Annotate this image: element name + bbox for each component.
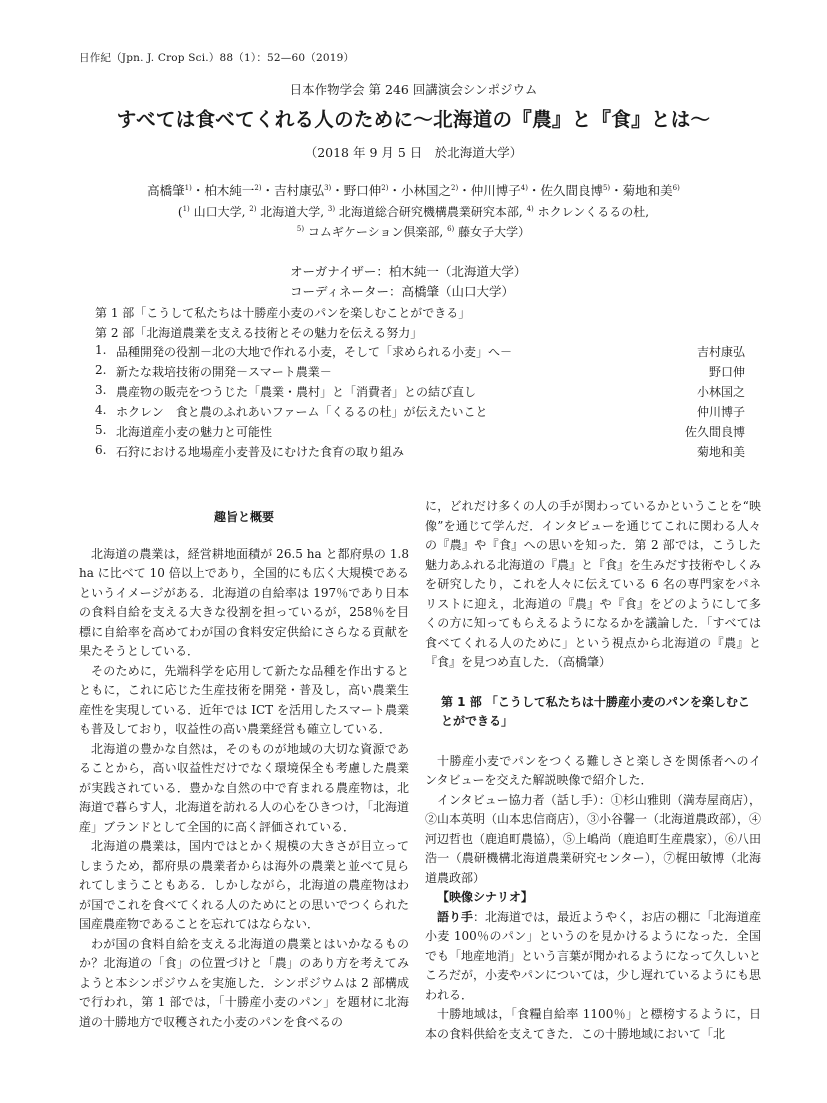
right-column <box>425 497 761 1044</box>
paper-title: すべては食べてくれる人のために〜北海道の『農』と『食』とは〜 <box>116 108 711 131</box>
body-paragraph: 北海道の豊かな自然は，そのものが地域の大切な資源であることから，高い収益性だけでなく環境保全も考慮した農業が実践されている．豊かな自然の中で育まれる農産物は，北海道で暮らす人，北海道を訪れる人の心をひきつけ，「北海道産」ブランドとして全国的に高く評価されている． <box>79 741 409 834</box>
talk-title: 北海道産小麦の魅力と可能性 <box>116 425 273 439</box>
body-paragraph: 十勝産小麦でパンをつくる難しさと楽しさを関係者へのインタビューを交えた解説映像で紹介した． <box>425 753 761 787</box>
affiliation: $^{5)}$ コムギケーション倶楽部, <box>296 225 444 239</box>
talk-number: 5. <box>95 423 107 437</box>
author: 吉村康弘$^{3)}$・ <box>274 183 344 198</box>
symposium-label: 日本作物学会 第 246 回講演会シンポジウム <box>289 82 538 97</box>
talk-speaker: 小林国之 <box>696 385 745 399</box>
body-paragraph: インタビュー協力者（話し手）：①杉山雅則（満寿屋商店），②山本英明（山本忠信商店），③小谷馨一（北海道農政部），④河辺哲也（鹿追町農協），⑤上嶋尚（鹿追町生産農家），⑥八田浩一（農研機構北海道農業研究センター），⑦梶田敏博（北海道農政部） <box>425 792 762 885</box>
body-paragraph: そのために，先端科学を応用して新たな品種を作出するとともに，これに応じた生産技術を開発・普及し，高い農業生産性を実現している．近年では ICT を活用したスマート農業も普及しており，収益性の高い農業経営も確立している． <box>79 663 409 736</box>
author: 菊地和美$^{6)}$ <box>622 183 680 198</box>
talk-item <box>95 383 745 401</box>
talk-number: 4. <box>95 403 107 417</box>
talk-item <box>95 363 745 381</box>
talk-number: 3. <box>95 383 107 397</box>
talk-title: 農産物の販売をつうじた「農業・農村」と「消費者」との結び直し <box>116 385 477 399</box>
author: 柏木純一$^{2)}$・ <box>204 183 275 198</box>
talk-speaker: 佐久間良博 <box>684 425 745 439</box>
talk-title: 新たな栽培技術の開発－スマート農業－ <box>116 365 332 379</box>
journal-citation: 日作紀（Jpn. J. Crop Sci.）88（1）：52—60（2019） <box>79 52 355 64</box>
body-paragraph: 北海道の農業は，経営耕地面積が 26.5 ha と都府県の 1.8 ha に比べて 10 倍以上であり，全国的にも広く大規模であるというイメージがある．北海道の自給率は 197％であり日本の食料自給を支える大きな役割を担っているが，258％を目標に自給率を高めてわが国の食料安定供給にさらなる貢献を果たそうとしている． <box>79 546 409 658</box>
affiliation: $^{2)}$ 北海道大学, <box>249 205 325 219</box>
talk-speaker: 仲川博子 <box>696 405 745 419</box>
narration-paragraph <box>425 908 761 1006</box>
talk-number: 6. <box>95 443 107 457</box>
narration-text: ：北海道では，最近ようやく，お店の棚に「北海道産小麦 100％のパン」というのを見かけるようになった．全国でも「地産地消」という言葉が聞かれるようになって久しいところだが，小麦やパンについては，少し遅れているようにも思われる． <box>425 909 762 1002</box>
talk-speaker: 吉村康弘 <box>696 345 745 359</box>
author: 野口伸$^{2)}$・ <box>343 183 401 198</box>
scenario-heading: 【映像シナリオ】 <box>437 890 533 904</box>
author-list <box>0 181 827 199</box>
body-paragraph: に，どれだけ多くの人の手が関わっているかということを“映像”を通じて学んだ．インタビューを通じてこれに関わる人々の『農』や『食』への思いを知った．第 2 部では，こうした魅力あふれる北海道の『農』と『食』を生みだす技術やしくみを研究したり，これを人々に伝えている 6 名の専門家をパネリストに迎え，北海道の『農』や『食』をどのようにして多くの方に知ってもらえるようになるかを議論した．「すべては食べてくれる人のために」という視点から北海道の『農』と『食』を見つめ直した．（高橋肇） <box>425 499 762 669</box>
talk-title: ホクレン 食と農のふれあいファーム「くるるの杜」が伝えたいこと <box>116 405 488 419</box>
body-paragraph: 十勝地域は，「食糧自給率 1100％」と標榜するように，日本の食料供給を支えてきた．この十勝地域において「北 <box>425 1007 761 1041</box>
part1-heading: 第 1 部 「こうして私たちは十勝産小麦のパンを楽しむことができる」 <box>441 694 750 728</box>
organizer: オーガナイザー：柏木純一（北海道大学） <box>290 264 527 279</box>
author: 高橋肇$^{1)}$・ <box>147 183 205 198</box>
author: 佐久間良博$^{5)}$・ <box>540 183 623 198</box>
talk-number: 1. <box>95 343 107 357</box>
narrator-label: 語り手 <box>437 909 474 924</box>
author: 仲川博子$^{4)}$・ <box>470 183 541 198</box>
talk-speaker: 菊地和美 <box>696 445 745 459</box>
affiliations-line-2 <box>0 223 827 240</box>
talk-title: 品種開発の役割－北の大地で作れる小麦，そして「求められる小麦」へ－ <box>116 345 513 359</box>
talk-item <box>95 343 745 361</box>
left-column <box>79 508 409 1032</box>
body-paragraph: 北海道の農業は，国内ではとかく規模の大きさが目立ってしまうため，都府県の農業者からは海外の農業と並べて見られてしまうこともある．しかしながら，北海道の農産物はわが国でこれを食べてくれる人のためにとの思いでつくられた国産農産物であることを忘れてはならない． <box>79 839 409 931</box>
affiliation: $^{6)}$ 藤女子大学） <box>447 225 531 239</box>
coordinator: コーディネーター：高橋肇（山口大学） <box>290 284 515 299</box>
affiliation: $^{1)}$ 山口大学, <box>182 205 246 219</box>
section-heading: 趣旨と概要 <box>213 510 274 524</box>
talk-number: 2. <box>95 363 107 377</box>
body-paragraph: わが国の食料自給を支える北海道の農業とはいかなるものか？北海道の「食」の位置づけと「農」のあり方を考えてみようと本シンポジウムを実施した．シンポジウムは 2 部構成で行われ，第 1 部では，「十勝産小麦のパン」を題材に北海道の十勝地方で収穫された小麦のパンを食べるの <box>79 936 409 1029</box>
talk-item <box>95 423 745 441</box>
talk-item <box>95 443 745 461</box>
affiliations-line-1: ($^{1)}$ 山口大学, $^{2)}$ 北海道大学, $^{3)}$ 北海道総合研究機構農業研究本部, $^{4)}$ ホクレンくるるの杜, <box>177 205 650 219</box>
affiliation: $^{3)}$ 北海道総合研究機構農業研究本部, <box>327 205 523 219</box>
talk-item <box>95 403 745 421</box>
talk-speaker: 野口伸 <box>708 365 745 379</box>
talk-title: 石狩における地場産小麦普及にむけた食育の取り組み <box>116 445 405 459</box>
affiliation: $^{4)}$ ホクレンくるるの杜, <box>526 205 650 219</box>
author: 小林国之$^{2)}$・ <box>401 183 471 198</box>
program-part-2: 第 2 部「北海道農業を支える技術とその魅力を伝える努力」 <box>95 326 423 340</box>
program-part-1: 第 1 部「こうして私たちは十勝産小麦のパンを楽しむことができる」 <box>95 306 471 320</box>
symposium-date: （2018 年 9 月 5 日 於北海道大学） <box>304 145 523 160</box>
